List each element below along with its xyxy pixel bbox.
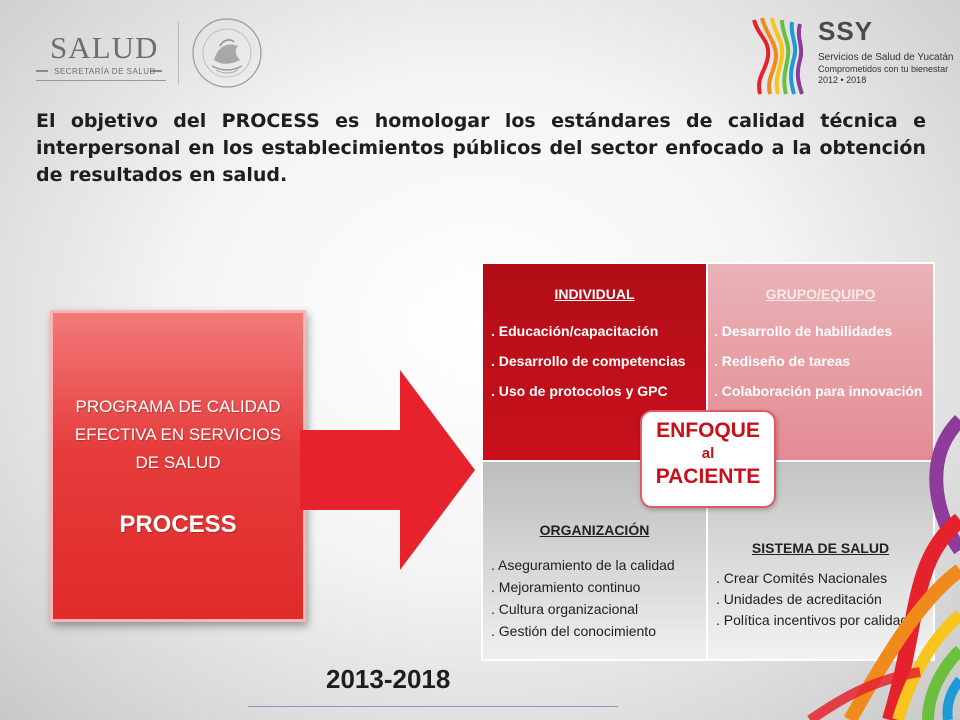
list-item: . Gestión del conocimiento: [491, 623, 656, 639]
ssy-org-name: Servicios de Salud de Yucatán: [818, 52, 954, 63]
salud-logo-subtitle: SECRETARÍA DE SALUD: [54, 67, 156, 76]
mexico-seal-icon: [190, 16, 264, 90]
footer-rule: [248, 706, 618, 707]
program-acronym: PROCESS: [119, 511, 237, 538]
list-item: . Aseguramiento de la calidad: [491, 557, 675, 573]
list-item: . Crear Comités Nacionales: [716, 570, 888, 586]
ssy-years: 2012 • 2018: [818, 75, 867, 85]
list-item: . Uso de protocolos y GPC: [491, 383, 668, 399]
salud-logo: [36, 30, 166, 80]
list-item: . Cultura organizacional: [491, 601, 639, 617]
list-item: . Mejoramiento continuo: [491, 579, 641, 595]
logo-rule-bottom: [36, 80, 166, 81]
period-label: 2013-2018: [326, 664, 451, 694]
list-item: . Unidades de acreditación: [716, 591, 882, 607]
salud-logo-word: SALUD: [50, 30, 159, 65]
program-name: PROGRAMA DE CALIDAD EFECTIVA EN SERVICIOS DE SALUD: [74, 397, 282, 472]
header-divider: [178, 22, 179, 84]
list-item: . Desarrollo de habilidades: [714, 323, 893, 339]
ssy-tagline: Comprometidos con tu bienestar: [818, 64, 949, 74]
quadrant-heading: INDIVIDUAL: [554, 286, 635, 302]
list-item: . Política incentivos por calidad: [716, 612, 909, 628]
quadrant-heading: SISTEMA DE SALUD: [751, 540, 890, 556]
quadrant-heading: ORGANIZACIÓN: [539, 522, 650, 538]
intro-paragraph: El objetivo del PROCESS es homologar los estándares de calidad técnica e interpersonal en los establecimientos públicos del sector enfocado a la obtención de resultados en salud.: [36, 110, 926, 186]
list-item: . Desarrollo de competencias: [491, 353, 686, 369]
logo-rule-left: [36, 70, 48, 72]
quadrant-list: [491, 316, 686, 406]
ssy-logo: [748, 14, 954, 96]
enfoque-paciente-badge: [640, 410, 776, 508]
ssy-title: SSY: [818, 16, 874, 46]
quadrant-list: [714, 316, 922, 406]
quadrant-list: [491, 554, 675, 642]
list-item: . Colaboración para innovación: [714, 383, 923, 399]
badge-line-1: ENFOQUE: [656, 419, 760, 442]
list-item: . Educación/capacitación: [491, 323, 659, 339]
badge-line-2: al: [701, 445, 715, 462]
badge-line-3: PACIENTE: [655, 465, 761, 488]
quadrant-heading: GRUPO/EQUIPO: [765, 286, 876, 302]
ssy-ribbon-icon: [748, 16, 806, 96]
program-box: [50, 310, 306, 622]
right-arrow-icon: [300, 370, 475, 570]
decorative-ribbons-icon: [770, 400, 960, 720]
list-item: . Rediseño de tareas: [714, 353, 851, 369]
